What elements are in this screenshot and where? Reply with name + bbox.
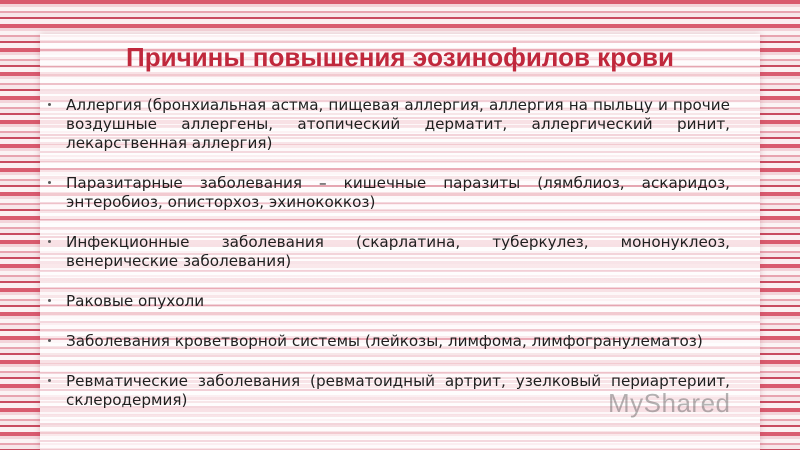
bullet-dot-icon (48, 103, 51, 106)
bullet-text: Паразитарные заболевания – кишечные паразиты (лямблиоз, аскаридоз, энтеробиоз, описторхоз, эхинококкоз) (66, 174, 730, 211)
bullet-dot-icon (48, 240, 51, 243)
bullet-item-hematopoietic (48, 332, 730, 351)
bullet-text: Заболевания кроветворной системы (лейкозы, лимфома, лимфогранулематоз) (66, 332, 703, 350)
slide-title: Причины повышения эозинофилов крови (126, 42, 674, 72)
bullet-list (48, 96, 730, 431)
bullet-text: Раковые опухоли (66, 292, 205, 310)
bullet-text: Инфекционные заболевания (скарлатина, туберкулез, мононуклеоз, венерические заболевания) (66, 233, 730, 270)
bullet-item-allergy (48, 96, 730, 153)
bullet-dot-icon (48, 181, 51, 184)
bullet-text: Ревматические заболевания (ревматоидный артрит, узелковый периартериит, склеродермия) (66, 372, 730, 409)
watermark-logo: MyShared (608, 388, 731, 418)
bullet-dot-icon (48, 339, 51, 342)
bullet-item-parasitic (48, 174, 730, 212)
bullet-dot-icon (48, 379, 51, 382)
bullet-dot-icon (48, 299, 51, 302)
bullet-item-infectious (48, 233, 730, 271)
bullet-text: Аллергия (бронхиальная астма, пищевая аллергия, аллергия на пыльцу и прочие воздушные аллергены, атопический дерматит, аллергический ринит, лекарственная аллергия) (66, 96, 730, 152)
bullet-item-cancer (48, 292, 730, 311)
